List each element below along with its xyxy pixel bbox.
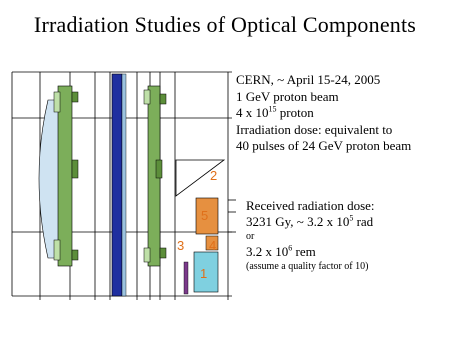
dose-note: (assume a quality factor of 10) (246, 261, 369, 272)
lens-glass (39, 100, 60, 258)
info-line-5: 40 pulses of 24 GeV proton beam (236, 138, 412, 153)
dose-heading: Received radiation dose: (246, 198, 375, 213)
info-line-4: Irradiation dose: equivalent to (236, 121, 393, 137)
lens-holder-left (58, 86, 72, 266)
beam-pipe (112, 74, 122, 296)
slide-title: Irradiation Studies of Optical Components (33, 12, 417, 37)
dose-line-3: 3.2 x $10^6$ rem (246, 243, 316, 259)
component-label-4: 4 (209, 238, 217, 253)
dose-line-2: 3231 Gy, ~ 3.2 x $10^5$ rad (246, 213, 374, 229)
component-label-5: 5 (201, 208, 209, 223)
component-label-3: 3 (177, 238, 185, 253)
dose-or: or (246, 231, 255, 242)
info-line-1: CERN, ~ April 15-24, 2005 (236, 72, 381, 87)
component-3-rod (184, 262, 188, 294)
info-line-2: 1 GeV proton beam (236, 88, 339, 104)
component-label-2: 2 (210, 168, 218, 183)
dose-info (246, 198, 375, 274)
info-line-3: 4 x $10^{15}$ proton (236, 104, 314, 120)
component-label-1: 1 (200, 266, 208, 281)
beam-info (236, 72, 411, 155)
